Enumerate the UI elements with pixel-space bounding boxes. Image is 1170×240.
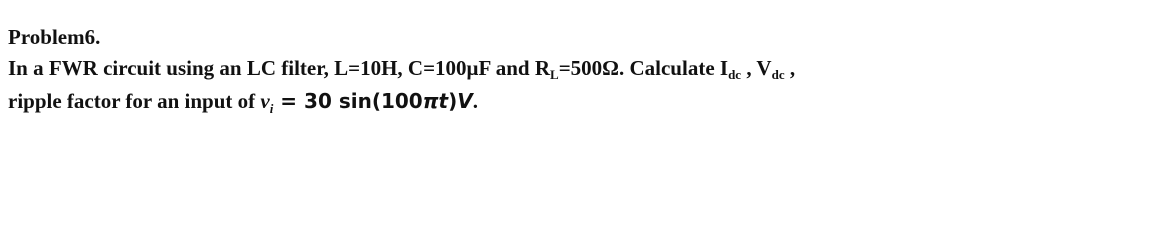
pi-symbol: π bbox=[422, 89, 439, 113]
close-paren: ) bbox=[448, 89, 458, 113]
input-variable: v bbox=[260, 89, 270, 113]
line2-end: . bbox=[472, 89, 478, 113]
problem-statement bbox=[8, 22, 1158, 119]
problem-line-1 bbox=[8, 53, 1158, 86]
problem-title bbox=[8, 22, 1158, 53]
line1-text-a: In a FWR circuit using an LC filter, L=10H, C=100μF and R bbox=[8, 56, 551, 80]
v-subscript: dc bbox=[771, 67, 785, 82]
r-subscript: L bbox=[550, 67, 559, 82]
line1-text-b: =500Ω. Calculate I bbox=[558, 56, 729, 80]
line1-text-d: , bbox=[784, 56, 796, 80]
line2-text-a: ripple factor for an input of bbox=[8, 89, 261, 113]
line1-text-c: , V bbox=[741, 56, 772, 80]
i-subscript: dc bbox=[728, 67, 742, 82]
equation-text: = 30 sin(100 bbox=[273, 89, 423, 113]
time-variable: t bbox=[438, 89, 449, 113]
problem-line-2 bbox=[8, 86, 1158, 119]
input-variable-subscript: i bbox=[269, 101, 274, 116]
unit-volts: V bbox=[457, 89, 473, 113]
problem-title-text: Problem6. bbox=[8, 25, 101, 49]
